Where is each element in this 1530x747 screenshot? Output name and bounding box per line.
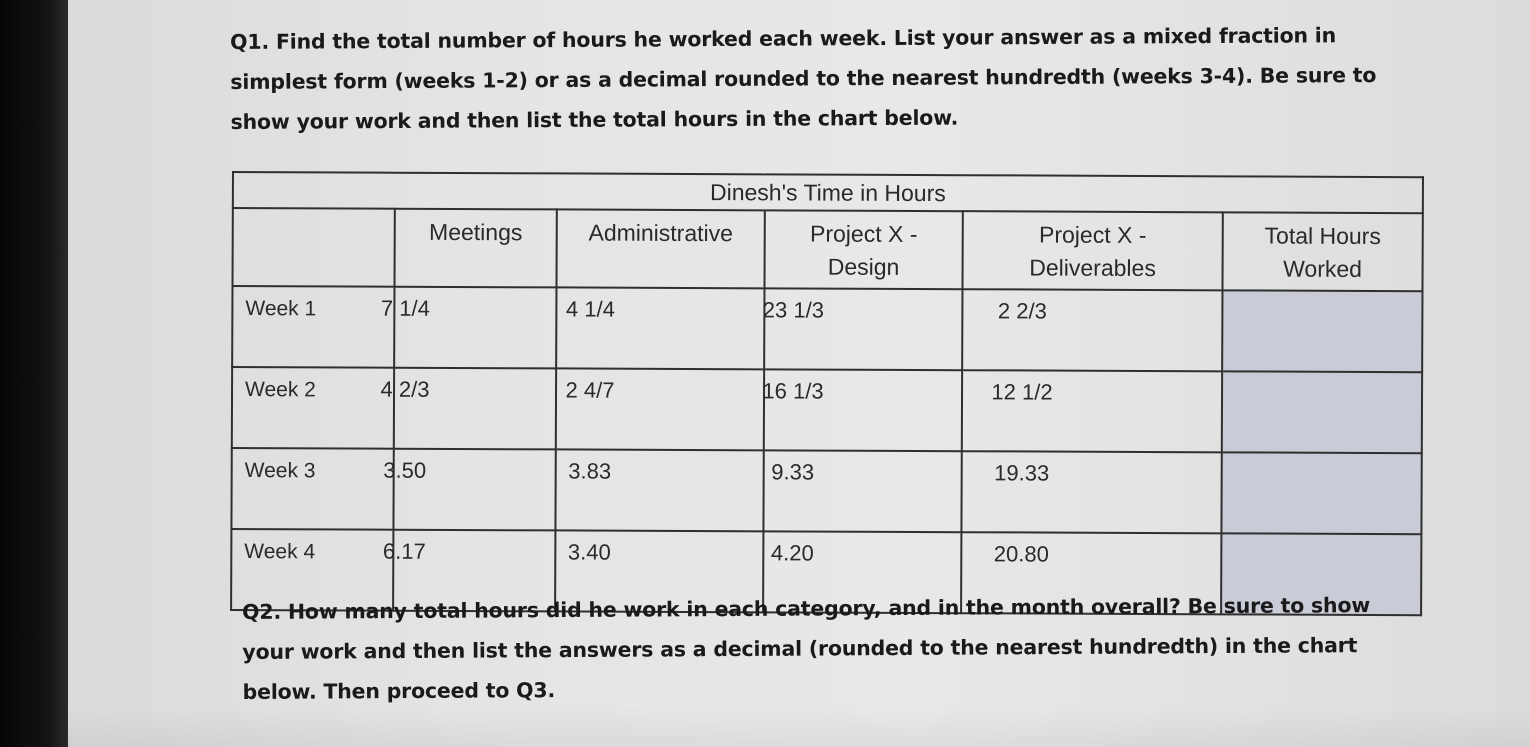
- header-administrative: [556, 209, 764, 288]
- cell-administrative: [556, 368, 764, 450]
- monitor-bezel: [0, 0, 68, 747]
- cell-design: [764, 288, 962, 370]
- question-1-text: Q1. Find the total number of hours he worked each week. List your answer as a mixed fraction in simplest form (weeks 1-2) or as a decimal rounded to the nearest hundredth (weeks 3-4). Be sure to show your work and then list the total hours in the chart below.: [230, 23, 1377, 134]
- cell-meetings-value: 3.50: [383, 457, 427, 483]
- cell-deliverables-value: 12 1/2: [991, 379, 1053, 405]
- header-meetings: [394, 209, 556, 288]
- header-total-line2: Worked: [1283, 255, 1363, 282]
- table-row-week-2: [232, 367, 1422, 453]
- header-design-line1: Project X -: [809, 220, 918, 247]
- header-design-line2: Design: [827, 253, 900, 280]
- cell-administrative-value: 2 4/7: [565, 377, 615, 403]
- cell-total-hours-input[interactable]: [1222, 290, 1422, 372]
- cell-meetings: [383, 449, 555, 531]
- cell-deliverables-value: 2 2/3: [997, 298, 1047, 324]
- cell-design: [763, 450, 961, 532]
- cell-administrative-value: 3.40: [567, 539, 611, 565]
- header-meetings-label: Meetings: [429, 218, 523, 246]
- cell-total-hours-input[interactable]: [1221, 452, 1421, 534]
- dinesh-time-table: [230, 171, 1424, 616]
- row-label: Week 4: [231, 529, 393, 611]
- cell-deliverables-value: 20.80: [993, 541, 1049, 567]
- cell-deliverables: [961, 451, 1221, 533]
- cell-meetings: [380, 287, 556, 369]
- cell-design-value: 9.33: [771, 459, 815, 485]
- time-table-container: [230, 171, 1424, 566]
- question-2-text: Q2. How many total hours did he work in each category, and in the month overall? Be sure to show your work and then list the answers as a decimal (rounded to the nearest hundredth) in the chart below. Then proceed to Q3.: [242, 593, 1371, 704]
- cell-meetings-value: 4 2/3: [380, 376, 430, 402]
- header-deliverables-line2: Deliverables: [1029, 254, 1156, 282]
- cell-deliverables: [962, 289, 1222, 371]
- header-total-hours: [1222, 212, 1422, 291]
- cell-meetings-value: 6.17: [382, 538, 426, 564]
- header-project-x-design: [764, 210, 962, 289]
- row-label: Week 2: [232, 367, 394, 449]
- cell-deliverables: [962, 370, 1222, 452]
- cell-design: [764, 369, 962, 451]
- row-label: Week 1: [232, 286, 394, 368]
- cell-administrative-value: 3.83: [568, 458, 612, 484]
- header-administrative-label: Administrative: [588, 219, 734, 247]
- cell-design-value: 16 1/3: [762, 378, 824, 404]
- table-row-week-1: [232, 286, 1422, 372]
- cell-administrative-value: 4 1/4: [565, 296, 615, 322]
- cell-total-hours-input[interactable]: [1222, 371, 1422, 453]
- header-blank: [232, 208, 394, 287]
- table-caption: Dinesh's Time in Hours: [233, 172, 1423, 213]
- cell-administrative: [555, 449, 763, 531]
- header-project-x-deliverables: [962, 211, 1222, 290]
- header-deliverables-line1: Project X -: [1038, 221, 1147, 248]
- cell-design-value: 4.20: [770, 540, 814, 566]
- screen-shading: [68, 707, 1530, 747]
- cell-meetings-value: 7 1/4: [380, 295, 430, 321]
- cell-meetings: [380, 368, 556, 450]
- header-total-line1: Total Hours: [1264, 222, 1381, 250]
- cell-deliverables-value: 19.33: [994, 460, 1050, 486]
- header-row: [232, 208, 1422, 291]
- cell-design-value: 23 1/3: [762, 297, 825, 323]
- cell-administrative: [556, 287, 764, 369]
- row-label: Week 3: [231, 448, 393, 530]
- table-row-week-3: [231, 448, 1421, 534]
